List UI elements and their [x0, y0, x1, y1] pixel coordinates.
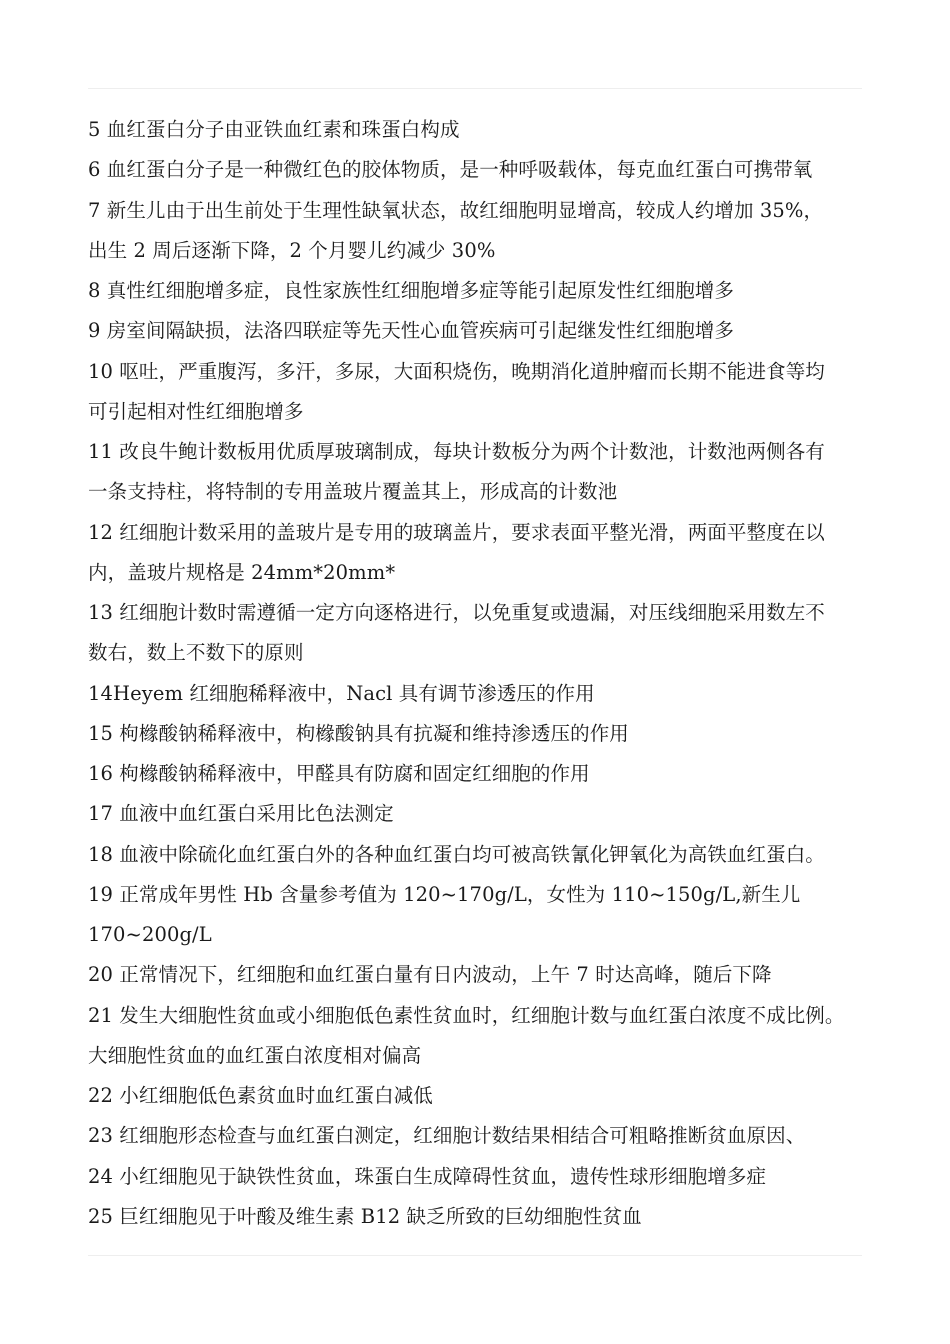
footer-rule — [88, 1255, 862, 1256]
text-line: 21 发生大细胞性贫血或小细胞低色素性贫血时，红细胞计数与血红蛋白浓度不成比例。 — [88, 1003, 845, 1027]
text-line: 12 红细胞计数采用的盖玻片是专用的玻璃盖片，要求表面平整光滑，两面平整度在以 — [88, 520, 825, 544]
text-line: 11 改良牛鲍计数板用优质厚玻璃制成，每块计数板分为两个计数池，计数池两侧各有 — [88, 440, 825, 463]
text-line: 17 血液中血红蛋白采用比色法测定 — [88, 802, 394, 826]
text-line: 15 枸橼酸钠稀释液中，枸橼酸钠具有抗凝和维持渗透压的作用 — [88, 721, 629, 745]
text-line: 10 呕吐，严重腹泻，多汗，多尿，大面积烧伤，晚期消化道肿瘤而长期不能进食等均 — [88, 359, 825, 383]
text-line: 内，盖玻片规格是 24mm*20mm* — [88, 560, 396, 584]
text-line: 7 新生儿由于出生前处于生理性缺氧状态，故红细胞明显增高，较成人约增加 35%， — [88, 198, 824, 222]
text-line: 22 小红细胞低色素贫血时血红蛋白减低 — [88, 1084, 433, 1107]
text-line: 170~200g/L — [88, 923, 212, 946]
text-line: 一条支持柱，将特制的专用盖玻片覆盖其上，形成高的计数池 — [88, 480, 618, 504]
text-line: 19 正常成年男性 Hb 含量参考值为 120~170g/L，女性为 110~150g/L,新生儿 — [88, 882, 801, 906]
text-line: 13 红细胞计数时需遵循一定方向逐格进行，以免重复或遗漏，对压线细胞采用数左不 — [88, 601, 825, 624]
text-line: 18 血液中除硫化血红蛋白外的各种血红蛋白均可被高铁氰化钾氧化为高铁血红蛋白。 — [88, 842, 825, 866]
text-line: 24 小红细胞见于缺铁性贫血，珠蛋白生成障碍性贫血，遗传性球形细胞增多症 — [88, 1164, 767, 1188]
text-line: 14Heyem 红细胞稀释液中，Nacl 具有调节渗透压的作用 — [88, 681, 595, 705]
header-rule — [88, 88, 862, 89]
text-line: 可引起相对性红细胞增多 — [88, 399, 304, 423]
text-line: 23 红细胞形态检查与血红蛋白测定，红细胞计数结果相结合可粗略推断贫血原因、 — [88, 1124, 806, 1148]
text-line: 5 血红蛋白分子由亚铁血红素和珠蛋白构成 — [88, 118, 460, 141]
text-line: 20 正常情况下，红细胞和血红蛋白量有日内波动，上午 7 时达高峰，随后下降 — [88, 963, 772, 987]
text-line: 9 房室间隔缺损，法洛四联症等先天性心血管疾病可引起继发性红细胞增多 — [88, 319, 735, 343]
text-line: 出生 2 周后逐渐下降，2 个月婴儿约减少 30% — [88, 238, 496, 262]
text-line: 16 枸橼酸钠稀释液中，甲醛具有防腐和固定红细胞的作用 — [88, 762, 590, 785]
text-line: 大细胞性贫血的血红蛋白浓度相对偏高 — [88, 1043, 422, 1067]
text-line: 25 巨红细胞见于叶酸及维生素 B12 缺乏所致的巨幼细胞性贫血 — [88, 1204, 642, 1228]
text-line: 数右，数上不数下的原则 — [88, 641, 304, 665]
document-body — [88, 110, 918, 1237]
text-line: 8 真性红细胞增多症，良性家族性红细胞增多症等能引起原发性红细胞增多 — [88, 279, 735, 302]
text-line: 6 血红蛋白分子是一种微红色的胶体物质，是一种呼吸载体，每克血红蛋白可携带氧 — [88, 158, 813, 182]
